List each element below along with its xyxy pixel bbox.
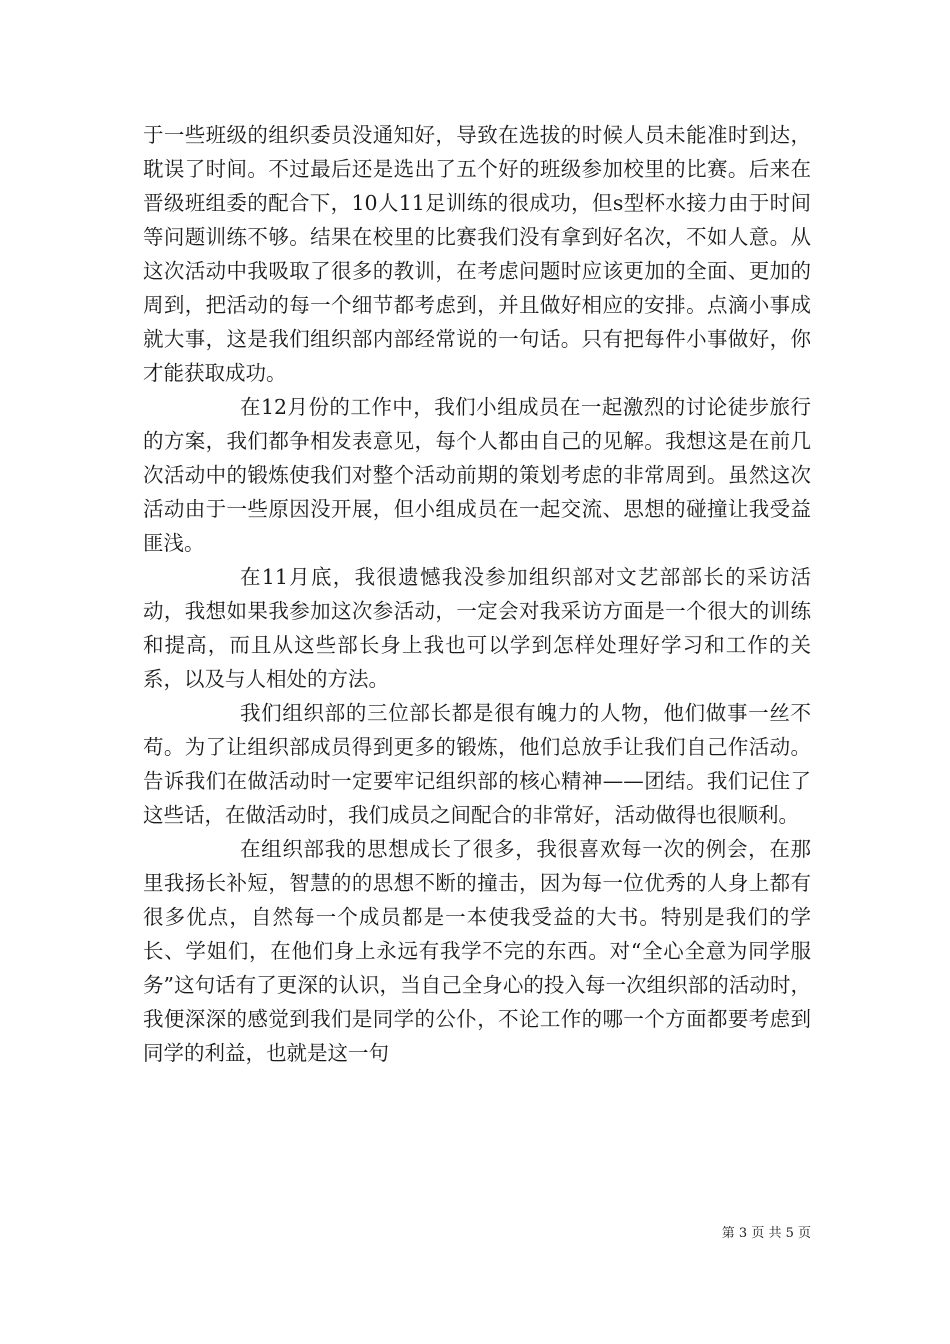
paragraph-3: 在11月底，我很遗憾我没参加组织部对文艺部部长的采访活动，我想如果我参加这次参活动，一定会对我采访方面是一个很大的训练和提高，而且从这些部长身上我也可以学到怎样处理好学习和工作的关系，以及与人相处的方法。: [143, 565, 811, 691]
paragraph-2: 在12月份的工作中，我们小组成员在一起激烈的讨论徒步旅行的方案，我们都争相发表意见，每个人都由自己的见解。我想这是在前几次活动中的锻炼使我们对整个活动前期的策划考虑的非常周到。虽然这次活动由于一些原因没开展，但小组成员在一起交流、思想的碰撞让我受益匪浅。: [143, 395, 811, 555]
paragraph-4: 我们组织部的三位部长都是很有魄力的人物，他们做事一丝不苟。为了让组织部成员得到更多的锻炼，他们总放手让我们自己作活动。告诉我们在做活动时一定要牢记组织部的核心精神——团结。我们记住了这些话，在做活动时，我们成员之间配合的非常好，活动做得也很顺利。: [143, 701, 811, 827]
paragraph-1: 于一些班级的组织委员没通知好，导致在选拔的时候人员未能准时到达，耽误了时间。不过最后还是选出了五个好的班级参加校里的比赛。后来在晋级班组委的配合下，10人11足训练的很成功，但s型杯水接力由于时间等问题训练不够。结果在校里的比赛我们没有拿到好名次，不如人意。从这次活动中我吸取了很多的教训，在考虑问题时应该更加的全面、更加的周到，把活动的每一个细节都考虑到，并且做好相应的安排。点滴小事成就大事，这是我们组织部内部经常说的一句话。只有把每件小事做好，你才能获取成功。: [143, 123, 811, 385]
paragraph-5: 在组织部我的思想成长了很多，我很喜欢每一次的例会，在那里我扬长补短，智慧的的思想不断的撞击，因为每一位优秀的人身上都有很多优点，自然每一个成员都是一本使我受益的大书。特别是我们的学长、学姐们，在他们身上永远有我学不完的东西。对“全心全意为同学服务”这句话有了更深的认识，当自己全身心的投入每一次组织部的活动时，我便深深的感觉到我们是同学的公仆，不论工作的哪一个方面都要考虑到同学的利益，也就是这一句: [143, 837, 811, 1065]
document-body: [143, 118, 811, 1070]
page-number: 第 3 页 共 5 页: [721, 1226, 811, 1241]
